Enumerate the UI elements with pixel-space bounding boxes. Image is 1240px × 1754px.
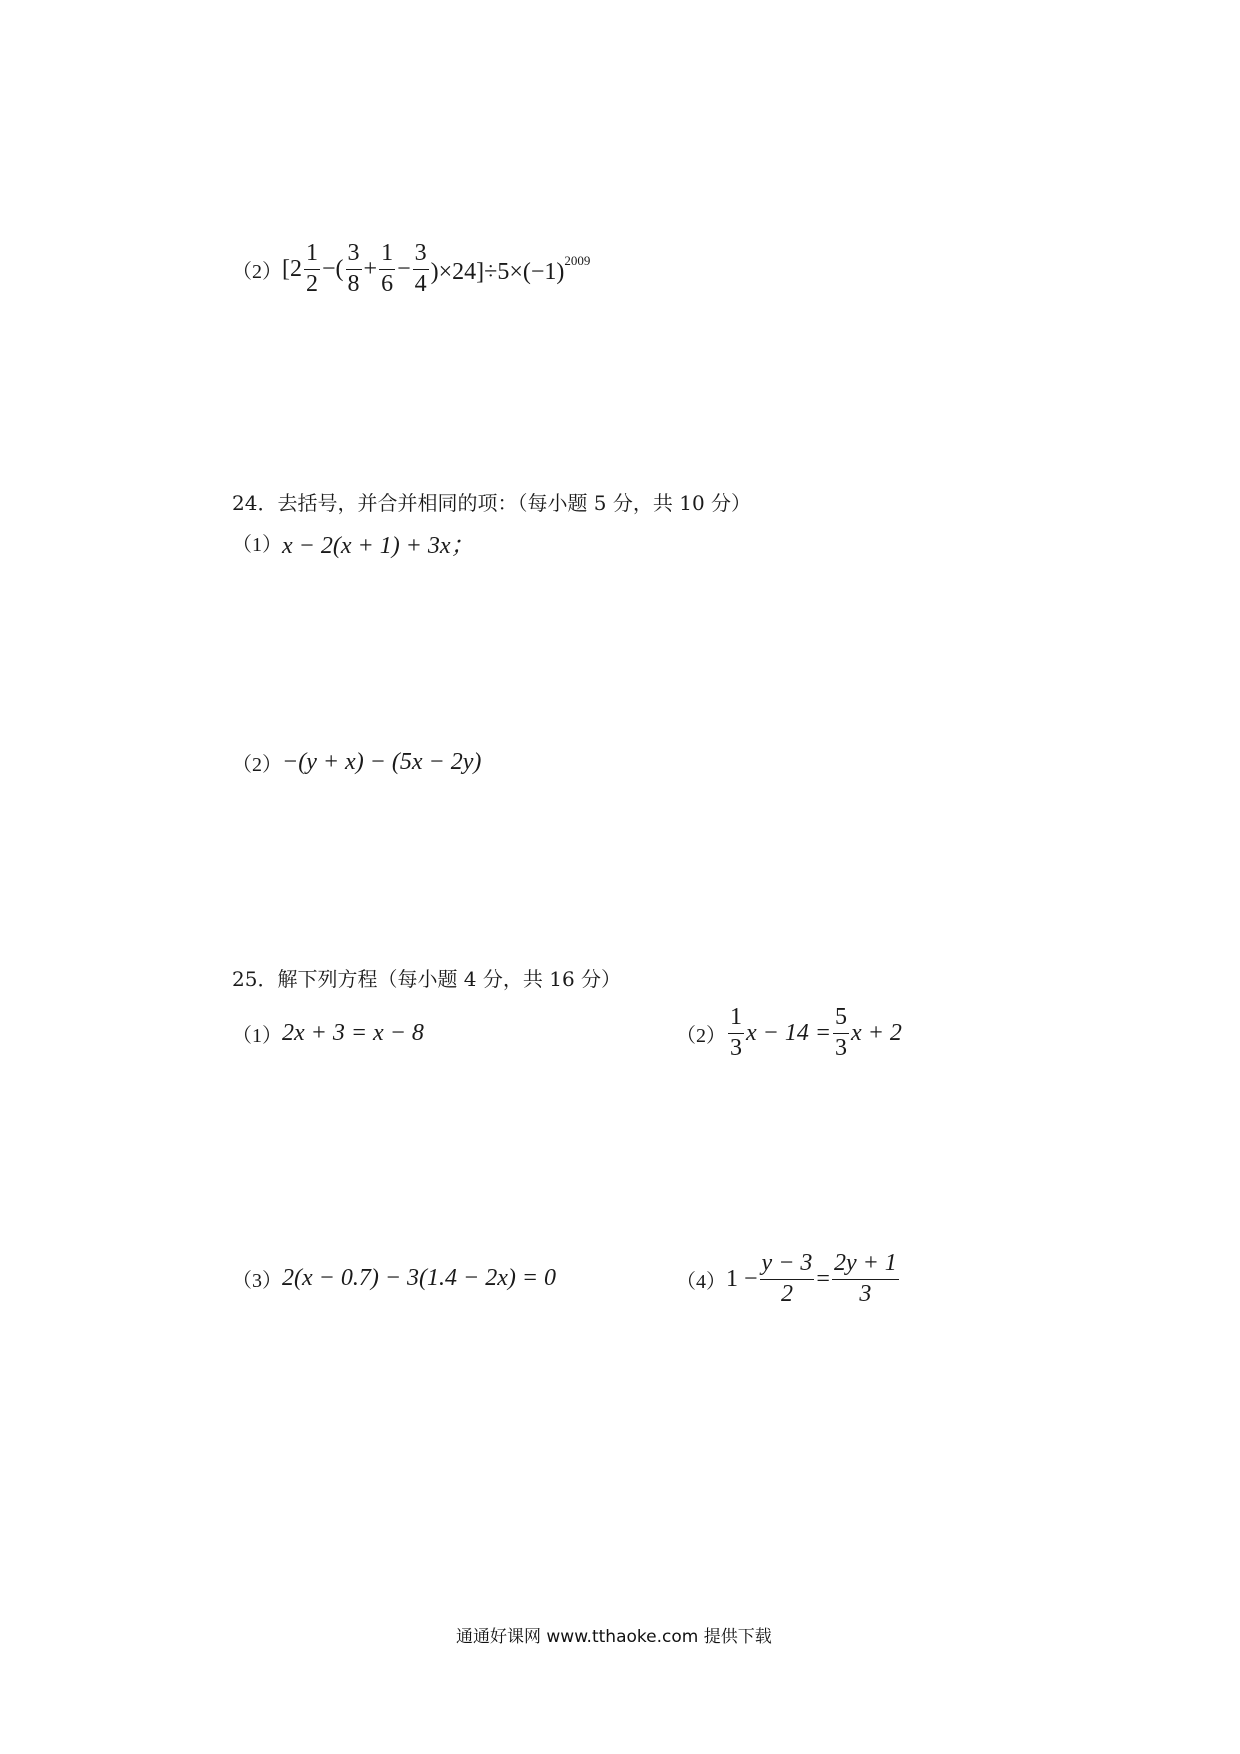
q24-heading: 24．去括号，并合并相同的项：（每小题 5 分，共 10 分） xyxy=(232,491,752,515)
q25-part1-label: （1） xyxy=(232,1025,282,1047)
q25-part2 xyxy=(676,1004,902,1062)
q25-part1-expr: 2x + 3 = x − 8 xyxy=(282,1020,424,1046)
q25-part3-label: （3） xyxy=(232,1270,282,1292)
exponent: 2009 xyxy=(564,252,591,268)
q23-part2 xyxy=(232,240,590,298)
q24-part2 xyxy=(232,748,481,777)
fraction-1-3: $\frac{1}{3}$ xyxy=(730,1004,742,1061)
q25-part4-label: （4） xyxy=(676,1270,726,1293)
fraction-3-8: $\frac{3}{8}$ xyxy=(347,240,360,297)
fraction-1-2: $\frac{1}{2}$ xyxy=(306,240,318,297)
q25-part2-mid: x − 14 = xyxy=(746,1019,832,1046)
q25-part4 xyxy=(676,1250,901,1308)
q25-part2-tail: x + 2 xyxy=(851,1019,902,1046)
fraction-5-3: $\frac{5}{3}$ xyxy=(835,1004,848,1061)
q24-part2-label: （2） xyxy=(232,754,282,776)
fraction-y-minus-3-over-2: $\frac{y - 3}{2}$ xyxy=(761,1250,813,1307)
equals-sign: = xyxy=(816,1265,830,1292)
q23-part2-label: （2） xyxy=(232,260,282,283)
q23-part2-open: [2 xyxy=(282,255,302,282)
minus-sign: − xyxy=(397,255,411,282)
q25-part2-label: （2） xyxy=(676,1024,726,1047)
fraction-2y-plus-1-over-3: $\frac{2y + 1}{3}$ xyxy=(833,1250,897,1307)
fraction-1-6: $\frac{1}{6}$ xyxy=(381,240,394,297)
q25-part3-expr: 2(x − 0.7) − 3(1.4 − 2x) = 0 xyxy=(282,1265,557,1291)
q24-part1-label: （1） xyxy=(232,534,282,556)
q25-part4-lead: 1 − xyxy=(726,1265,758,1292)
q25-part1 xyxy=(232,1019,424,1048)
plus-sign: + xyxy=(363,255,378,282)
q24-part2-expr: −(y + x) − (5x − 2y) xyxy=(282,749,482,775)
q25-heading: 25．解下列方程（每小题 4 分，共 16 分） xyxy=(232,967,622,991)
q23-part2-tail: )$\times 24]\div 5\times(-1)^{2009}$ xyxy=(430,252,591,285)
footer-credit: 通通好课网 www.tthaoke.com 提供下载 xyxy=(456,1627,772,1647)
q24-part1 xyxy=(232,525,475,560)
q25-part3 xyxy=(232,1264,556,1293)
fraction-3-4: $\frac{3}{4}$ xyxy=(414,240,427,297)
minus-paren: −( xyxy=(322,255,344,282)
q24-part1-expr: x − 2(x + 1) + 3x； xyxy=(282,533,475,559)
